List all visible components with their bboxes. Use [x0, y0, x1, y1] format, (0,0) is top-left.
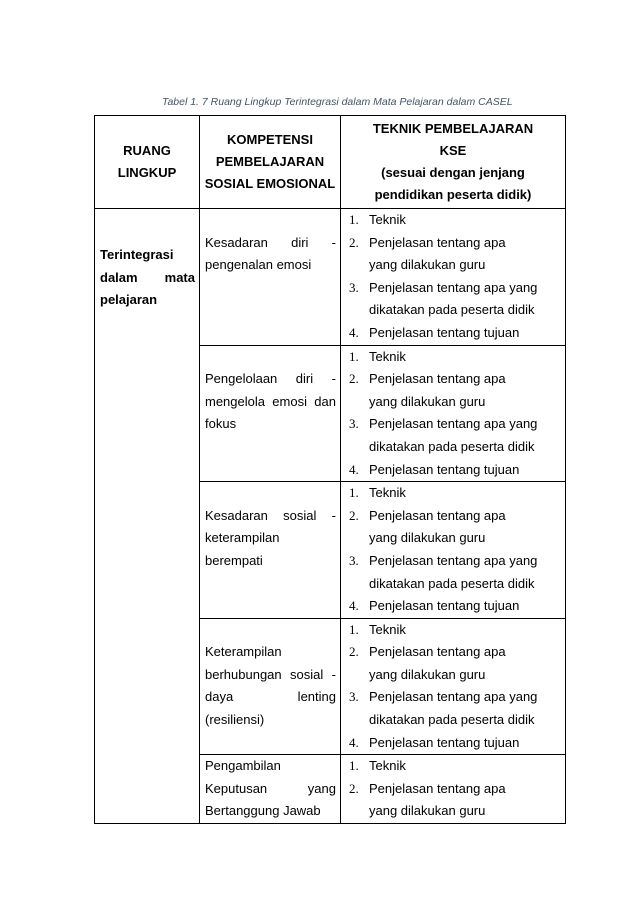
technique-text: Penjelasan tentang apa yang: [369, 552, 538, 568]
technique-item: [341, 619, 565, 642]
technique-text: yang dilakukan guru: [369, 666, 486, 682]
header-line: PEMBELAJARAN: [215, 154, 325, 169]
technique-item: [341, 232, 565, 277]
technique-number: 3.: [349, 552, 359, 568]
competence-line: pengenalan emosi: [205, 257, 312, 273]
scope-line: dalam mata: [100, 269, 195, 285]
technique-item: [341, 368, 565, 413]
competence-cell: [200, 618, 341, 755]
technique-cell: [341, 482, 566, 619]
scope-text: [100, 244, 195, 312]
technique-number: 4.: [349, 461, 359, 477]
technique-item: [341, 346, 565, 369]
competence-text: [205, 641, 336, 731]
technique-number: 3.: [349, 279, 359, 295]
technique-list: [341, 209, 565, 345]
competence-line: daya lenting (resiliensi): [205, 689, 336, 728]
technique-number: 1.: [349, 485, 359, 501]
header-line: RUANG: [123, 143, 171, 158]
technique-item: [341, 732, 565, 755]
technique-text: dikatakan pada peserta didik: [369, 712, 535, 728]
header-line: SOSIAL EMOSIONAL: [204, 176, 336, 191]
scope-line: Terintegrasi: [100, 247, 174, 262]
competence-cell: [200, 209, 341, 346]
header-line: pendidikan peserta didik): [374, 187, 532, 202]
competence-text: [205, 755, 336, 823]
technique-text: Teknik: [369, 485, 406, 501]
technique-item: [341, 755, 565, 778]
table-row: [95, 209, 566, 346]
technique-number: 1.: [349, 212, 359, 227]
technique-text: Penjelasan tentang apa: [369, 234, 506, 250]
technique-cell: [341, 345, 566, 482]
technique-item: [341, 778, 565, 823]
technique-text: Penjelasan tentang tujuan: [369, 461, 520, 477]
technique-item: [341, 595, 565, 618]
table-header-row: [95, 116, 566, 209]
technique-text: yang dilakukan guru: [369, 530, 486, 546]
header-line: KSE: [439, 143, 467, 158]
competence-line: Keterampilan: [205, 644, 282, 660]
technique-text: Penjelasan tentang apa: [369, 507, 506, 523]
competence-line: Bertanggung Jawab: [205, 803, 321, 819]
technique-text: Teknik: [369, 621, 406, 637]
technique-item: [341, 413, 565, 458]
technique-item: [341, 322, 565, 345]
competence-line: fokus: [205, 416, 237, 432]
technique-number: 2.: [349, 507, 359, 523]
technique-text: yang dilakukan guru: [369, 257, 486, 273]
competence-text: [205, 368, 336, 436]
technique-text: Penjelasan tentang apa yang: [369, 279, 538, 295]
technique-item: [341, 641, 565, 686]
scope-cell: [95, 209, 200, 824]
header-line: LINGKUP: [117, 165, 177, 180]
technique-number: 1.: [349, 758, 359, 774]
casel-scope-table: [94, 115, 566, 824]
technique-text: yang dilakukan guru: [369, 803, 486, 819]
technique-number: 4.: [349, 324, 359, 340]
technique-cell: [341, 755, 566, 824]
competence-text: [205, 232, 336, 277]
technique-number: 3.: [349, 416, 359, 432]
technique-text: Penjelasan tentang apa yang: [369, 416, 538, 432]
technique-number: 2.: [349, 644, 359, 660]
competence-line: Kesadaran sosial -: [205, 507, 336, 523]
technique-item: [341, 550, 565, 595]
competence-cell: [200, 755, 341, 824]
technique-list: [341, 755, 565, 823]
competence-cell: [200, 482, 341, 619]
header-line: KOMPETENSI: [227, 132, 313, 147]
technique-item: [341, 482, 565, 505]
technique-text: Penjelasan tentang apa: [369, 780, 506, 796]
technique-list: [341, 482, 565, 618]
competence-line: Pengambilan: [205, 758, 281, 774]
header-kompetensi: [200, 116, 341, 209]
technique-text: yang dilakukan guru: [369, 393, 486, 409]
technique-number: 3.: [349, 689, 359, 705]
technique-cell: [341, 618, 566, 755]
technique-number: 2.: [349, 780, 359, 796]
technique-text: Penjelasan tentang apa: [369, 371, 506, 387]
competence-line: berempati: [205, 552, 263, 568]
technique-list: [341, 346, 565, 482]
technique-text: dikatakan pada peserta didik: [369, 575, 535, 591]
technique-text: Penjelasan tentang tujuan: [369, 324, 520, 340]
header-teknik: [341, 116, 566, 209]
competence-text: [205, 505, 336, 573]
technique-text: Penjelasan tentang tujuan: [369, 598, 520, 614]
technique-cell: [341, 209, 566, 346]
technique-number: 4.: [349, 734, 359, 750]
competence-line: Kesadaran diri -: [205, 234, 336, 250]
technique-text: dikatakan pada peserta didik: [369, 302, 535, 318]
technique-number: 2.: [349, 371, 359, 387]
technique-item: [341, 686, 565, 731]
technique-item: [341, 277, 565, 322]
technique-item: [341, 459, 565, 482]
technique-number: 2.: [349, 234, 359, 250]
technique-item: [341, 505, 565, 550]
competence-line: Keputusan yang: [205, 780, 336, 796]
technique-text: Penjelasan tentang tujuan: [369, 734, 520, 750]
technique-text: Teknik: [369, 758, 406, 774]
competence-line: Pengelolaan diri -: [205, 371, 336, 387]
technique-text: Penjelasan tentang apa yang: [369, 689, 538, 705]
table-caption: Tabel 1. 7 Ruang Lingkup Terintegrasi dalam Mata Pelajaran dalam CASEL: [162, 96, 513, 108]
competence-line: berhubungan sosial -: [205, 666, 336, 682]
technique-number: 1.: [349, 621, 359, 637]
technique-item: [341, 209, 565, 232]
technique-number: 4.: [349, 598, 359, 614]
header-line: (sesuai dengan jenjang: [381, 165, 525, 180]
technique-text: Teknik: [369, 348, 406, 364]
technique-text: dikatakan pada peserta didik: [369, 438, 535, 454]
technique-number: 1.: [349, 348, 359, 364]
competence-line: keterampilan: [205, 530, 280, 546]
competence-line: mengelola emosi dan: [205, 393, 336, 409]
header-ruang-lingkup: [95, 116, 200, 209]
competence-cell: [200, 345, 341, 482]
technique-text: Teknik: [369, 212, 406, 227]
header-line: TEKNIK PEMBELAJARAN: [372, 121, 534, 136]
scope-line: pelajaran: [100, 292, 158, 308]
technique-text: Penjelasan tentang apa: [369, 644, 506, 660]
technique-list: [341, 619, 565, 755]
